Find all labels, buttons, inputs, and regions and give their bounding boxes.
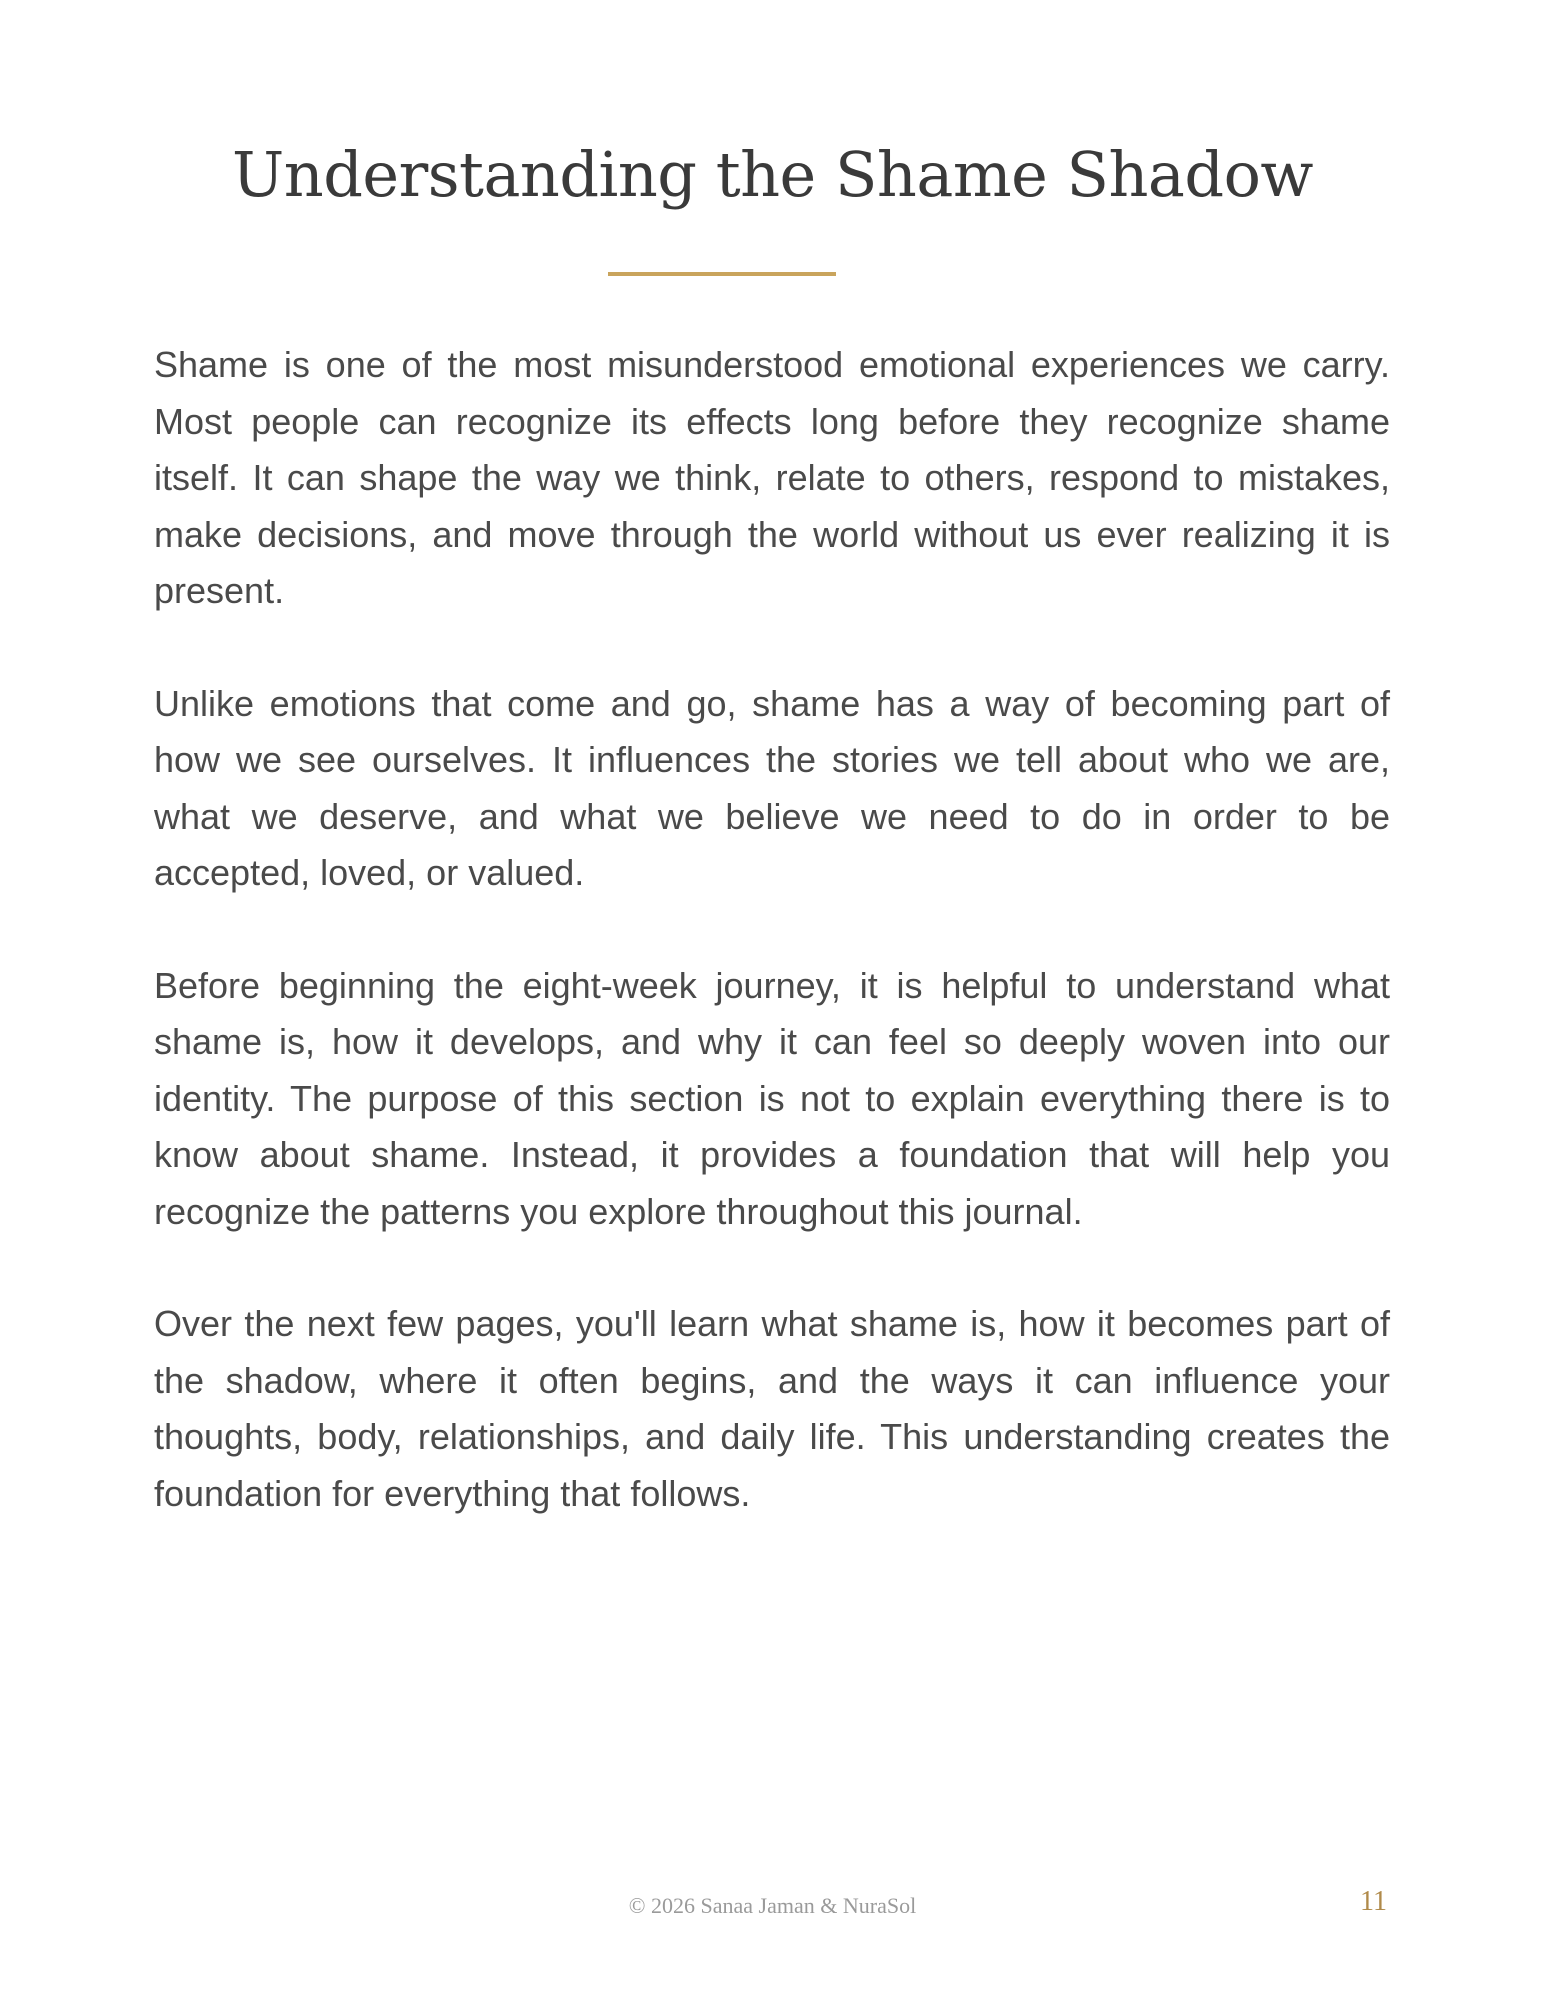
footer-copyright: © 2026 Sanaa Jaman & NuraSol	[628, 1893, 917, 1918]
paragraph-3: Before beginning the eight-week journey, it is helpful to understand what shame is, how it develops, and why it can feel so deeply woven into our identity. The purpose of this section is not to explain everything there is to know about shame. Instead, it provides a foundation that will help you recognize the patterns you explore throughout this journal.	[154, 964, 1390, 1232]
paragraph-4: Over the next few pages, you'll learn what shame is, how it becomes part of the shadow, where it often begins, and the ways it can influence your thoughts, body, relationships, and daily life. This understanding creates the foundation for everything that follows.	[154, 1303, 1390, 1514]
paragraph-2: Unlike emotions that come and go, shame has a way of becoming part of how we see ourselves. It influences the stories we tell about who we are, what we deserve, and what we believe we need to do in order to be accepted, loved, or valued.	[154, 682, 1390, 893]
body-text	[154, 337, 1390, 1578]
page-title: Understanding the Shame Shadow	[232, 138, 1313, 211]
paragraph-1: Shame is one of the most misunderstood emotional experiences we carry. Most people can recognize its effects long before they recognize shame itself. It can shape the way we think, relate to others, respond to mistakes, make decisions, and move through the world without us ever realizing it is present.	[154, 344, 1390, 611]
title-divider	[608, 272, 836, 276]
page-number: 11	[1360, 1886, 1387, 1917]
